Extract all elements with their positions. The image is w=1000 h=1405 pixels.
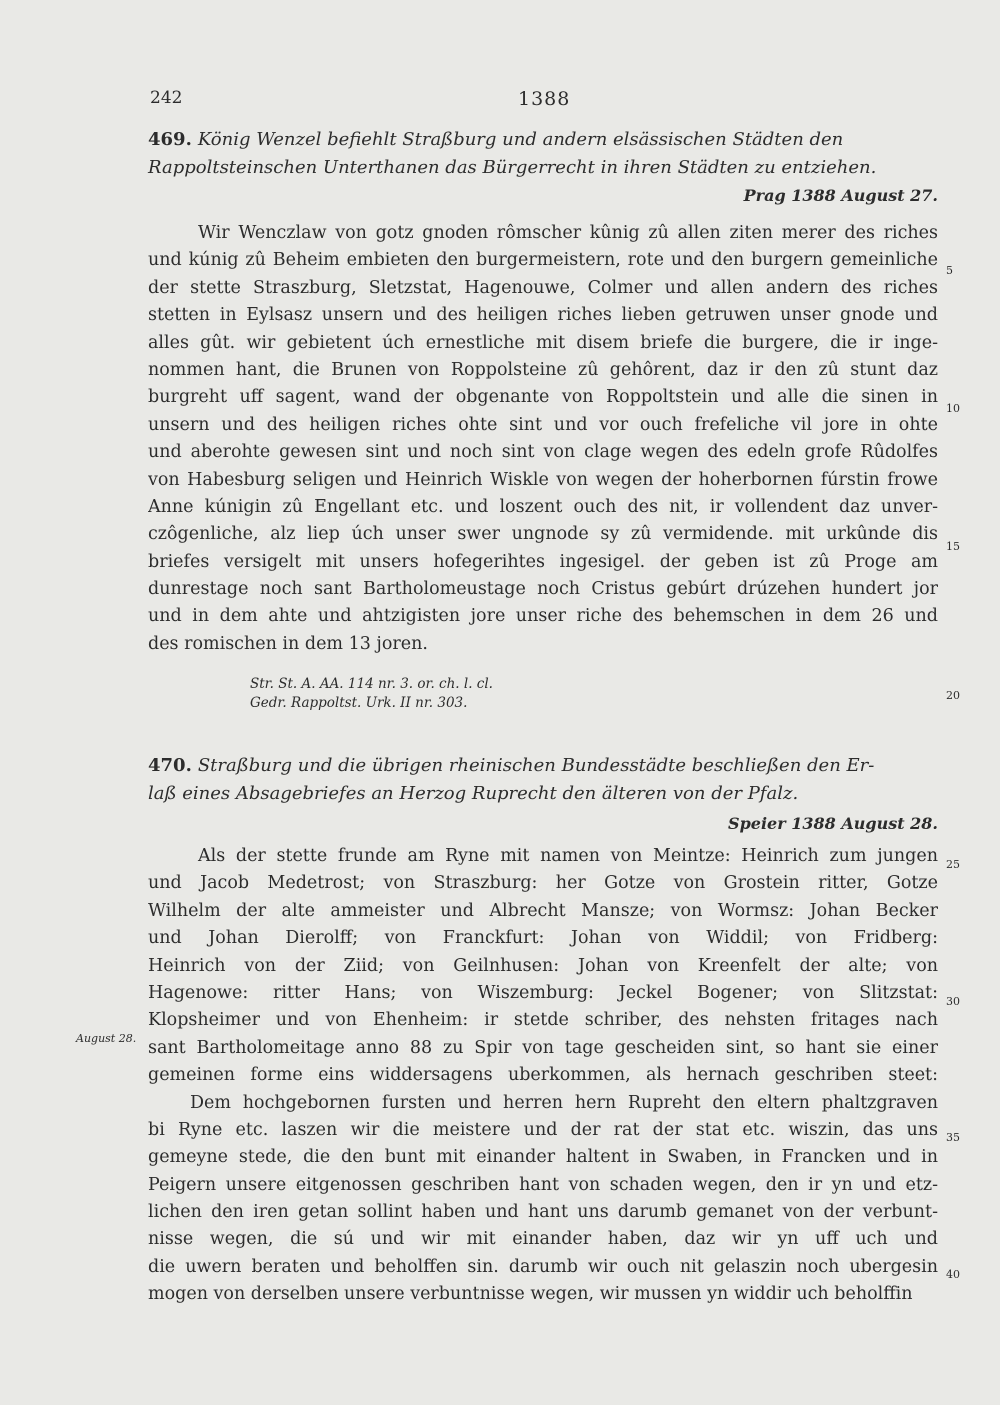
line-number: 10 [946, 402, 960, 415]
text-line: Dem hochgebornen fursten und herren hern Rupreht den eltern phaltzgraven [190, 1092, 938, 1113]
text-line: bi Ryne etc. laszen wir die meistere und der rat der stat etc. wiszin, das uns [148, 1119, 938, 1140]
doc-470-heading [148, 752, 938, 808]
text-line: und aberohte gewesen sint und noch sint von clage wegen des edeln grofe Rûdolfes [148, 442, 938, 463]
doc-470-dateline: Speier 1388 August 28. [728, 814, 938, 833]
text-line: Anne kúnigin zû Engellant etc. und loszent ouch des nit, ir vollendent daz unver- [148, 496, 938, 517]
text-line: Wir Wenczlaw von gotz gnoden rômscher kûnig zû allen ziten merer des riches [198, 223, 938, 243]
text-line: nommen hant, die Brunen von Roppolsteine zû gehôrent, daz ir den zû stunt daz [148, 359, 938, 380]
source-line-2: Gedr. Rappoltst. Urk. II nr. 303. [250, 695, 468, 711]
text-line: czôgenliche, alz liep úch unser swer ungnode sy zû vermidende. mit urkûnde dis [148, 524, 938, 545]
text-line: gemeyne stede, die den bunt mit einander haltent in Swaben, in Francken und in [148, 1147, 938, 1168]
text-line: briefes versigelt mit unsers hofegerihtes ingesigel. der geben ist zû Proge am [148, 551, 938, 572]
line-number: 25 [946, 858, 960, 871]
doc-469-body [148, 220, 938, 658]
doc-469-number: 469. [148, 129, 192, 150]
text-line: lichen den iren getan sollint haben und hant uns darumb gemanet von der verbunt- [148, 1202, 938, 1223]
text-line: Klopsheimer und von Ehenheim: ir stetde schriber, des nehsten fritages nach [148, 1010, 938, 1031]
doc-469-heading-line-2: Rappoltsteinschen Unterthanen das Bürgerrecht in ihren Städten zu entziehen. [148, 157, 877, 178]
doc-469-heading-text-1: König Wenzel befiehlt Straßburg und andern elsässischen Städten den [197, 129, 844, 150]
line-number: 35 [946, 1131, 960, 1144]
doc-469-heading [148, 126, 938, 182]
doc-470-heading-text-1: Straßburg und die übrigen rheinischen Bundesstädte beschließen den Er- [197, 755, 875, 776]
text-line: unsern und des heiligen riches ohte sint und vor ouch frefeliche vil jore in ohte [148, 414, 938, 435]
text-line: alles gût. wir gebietent úch ernestliche mit disem briefe die burgere, die ir inge- [148, 332, 938, 353]
text-line: stetten in Eylsasz unsern und des heiligen riches lieben getruwen unser gnode und [148, 305, 938, 326]
text-line: mogen von derselben unsere verbuntnisse wegen, wir mussen yn widdir uch beholffin [148, 1284, 913, 1305]
text-line: sant Bartholomeitage anno 88 zu Spir von tage gescheiden sint, so hant sie einer [148, 1037, 938, 1058]
text-line: und in dem ahte und ahtzigisten jore unser riche des behemschen in dem 26 und [148, 606, 938, 627]
text-line: und Jacob Medetrost; von Straszburg: her Gotze von Grostein ritter, Gotze [148, 873, 938, 894]
line-number: 15 [946, 540, 960, 553]
text-line: Heinrich von der Ziid; von Geilnhusen: Johan von Kreenfelt der alte; von [148, 955, 938, 976]
text-line: gemeinen forme eins widdersagens uberkommen, als hernach geschriben steet: [148, 1065, 938, 1086]
text-line: von Habesburg seligen und Heinrich Wiskle von wegen der hoherbornen fúrstin frowe [148, 469, 938, 490]
doc-469-sources [250, 675, 493, 713]
doc-470-number: 470. [148, 755, 192, 776]
text-line: burgreht uff sagent, wand der obgenante von Roppoltstein und alle die sinen in [148, 387, 938, 408]
doc-470-heading-line-2: laß eines Absagebriefes an Herzog Ruprecht den älteren von der Pfalz. [148, 783, 799, 804]
doc-469-heading-line-1 [148, 126, 938, 154]
text-line: des romischen in dem 13 joren. [148, 633, 428, 654]
doc-470-heading-line-1 [148, 752, 938, 780]
text-line: und Johan Dierolff; von Franckfurt: Johan von Widdil; von Fridberg: [148, 928, 938, 949]
text-line: Wilhelm der alte ammeister und Albrecht Mansze; von Wormsz: Johan Becker [148, 900, 938, 921]
text-line: Peigern unsere eitgenossen geschriben hant von schaden wegen, den ir yn und etz- [148, 1174, 938, 1195]
text-line: nisse wegen, die sú und wir mit einander haben, daz wir yn uff uch und [148, 1229, 938, 1250]
line-number: 30 [946, 995, 960, 1008]
text-line: der stette Straszburg, Sletzstat, Hagenouwe, Colmer und allen andern des riches [148, 277, 938, 298]
running-head-year: 1388 [518, 88, 571, 110]
line-number: 5 [946, 264, 953, 277]
text-line: Als der stette frunde am Ryne mit namen von Meintze: Heinrich zum jungen [198, 846, 938, 866]
line-number: 20 [946, 689, 960, 702]
line-number: 40 [946, 1268, 960, 1281]
text-line: dunrestage noch sant Bartholomeustage noch Cristus gebúrt drúzehen hundert jor [148, 579, 938, 600]
source-line-1: Str. St. A. AA. 114 nr. 3. or. ch. l. cl. [250, 676, 493, 692]
page-number: 242 [150, 88, 183, 108]
text-line: die uwern beraten und beholffen sin. darumb wir ouch nit gelaszin noch ubergesin [148, 1256, 938, 1277]
text-line: und kúnig zû Beheim embieten den burgermeistern, rote und den burgern gemeinliche [148, 250, 938, 271]
doc-470-body [148, 843, 938, 1309]
doc-469-dateline: Prag 1388 August 27. [743, 186, 938, 205]
margin-note-date: August 28. [76, 1032, 137, 1045]
text-line: Hagenowe: ritter Hans; von Wiszemburg: Jeckel Bogener; von Slitzstat: [148, 982, 938, 1003]
